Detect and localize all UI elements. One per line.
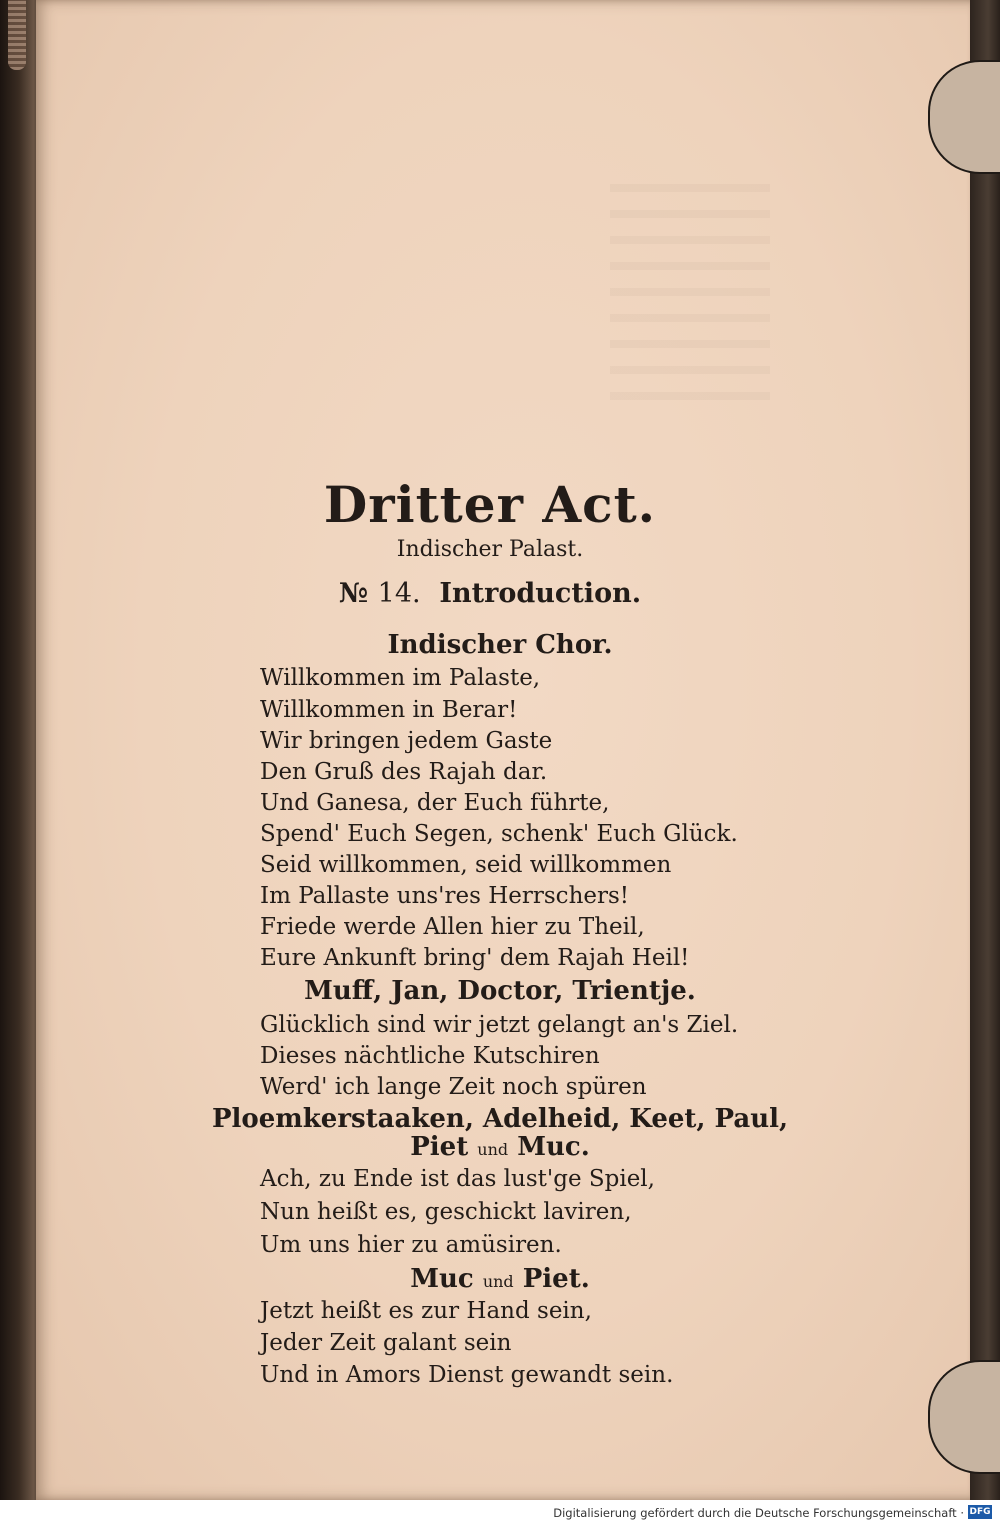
speaker-muc-und-piet — [0, 1264, 1000, 1294]
number-sign: № — [338, 578, 369, 609]
dfg-logo[interactable]: DFG — [969, 1507, 991, 1517]
speaker-muc: Muc. — [517, 1132, 590, 1162]
verse-line: Eure Ankunft bring' dem Rajah Heil! — [260, 945, 690, 971]
speaker-ploemkerstaaken-group: Ploemkerstaaken, Adelheid, Keet, Paul, — [211, 1104, 789, 1134]
conjunction: und — [477, 1140, 509, 1159]
verse-line: Um uns hier zu amüsiren. — [260, 1232, 562, 1258]
conjunction: und — [482, 1272, 514, 1291]
speaker-piet: Piet. — [522, 1264, 590, 1294]
funding-credit: Digitalisierung gefördert durch die Deutsche Forschungsgemeinschaft · — [553, 1506, 964, 1520]
verse-line: Glücklich sind wir jetzt gelangt an's Ziel. — [260, 1012, 739, 1038]
verse-line: Im Pallaste uns'res Herrschers! — [260, 883, 630, 909]
verse-line: Und Ganesa, der Euch führte, — [260, 790, 610, 816]
number-label: Introduction. — [439, 578, 642, 609]
speaker-muff-jan-doctor-trientje: Muff, Jan, Doctor, Trientje. — [304, 976, 696, 1006]
speaker-piet-und-muc — [0, 1132, 1000, 1162]
binding-thread — [8, 0, 26, 70]
verse-line: Ach, zu Ende ist das lust'ge Spiel, — [260, 1166, 655, 1192]
number-value: 14. — [377, 578, 421, 609]
act-title: Dritter Act. — [323, 475, 657, 534]
speaker-muc: Muc — [410, 1264, 474, 1294]
scene-setting: Indischer Palast. — [396, 537, 584, 562]
verse-line: Spend' Euch Segen, schenk' Euch Glück. — [260, 821, 738, 847]
verse-line: Wir bringen jedem Gaste — [260, 728, 553, 754]
verse-line: Jeder Zeit galant sein — [260, 1330, 512, 1356]
verse-line: Willkommen im Palaste, — [260, 665, 541, 691]
verse-line: Nun heißt es, geschickt laviren, — [260, 1199, 632, 1225]
verse-line: Friede werde Allen hier zu Theil, — [260, 914, 645, 940]
speaker-piet: Piet — [410, 1132, 469, 1162]
verse-line: Willkommen in Berar! — [260, 697, 518, 723]
verse-line: Jetzt heißt es zur Hand sein, — [260, 1298, 592, 1324]
speaker-indischer-chor: Indischer Chor. — [387, 630, 613, 660]
number-heading — [0, 578, 980, 609]
verse-line: Den Gruß des Rajah dar. — [260, 759, 548, 785]
verse-line: Seid willkommen, seid willkommen — [260, 852, 672, 878]
verse-line: Dieses nächtliche Kutschiren — [260, 1043, 600, 1069]
verse-line: Werd' ich lange Zeit noch spüren — [260, 1074, 647, 1100]
verse-line: Und in Amors Dienst gewandt sein. — [260, 1362, 674, 1388]
